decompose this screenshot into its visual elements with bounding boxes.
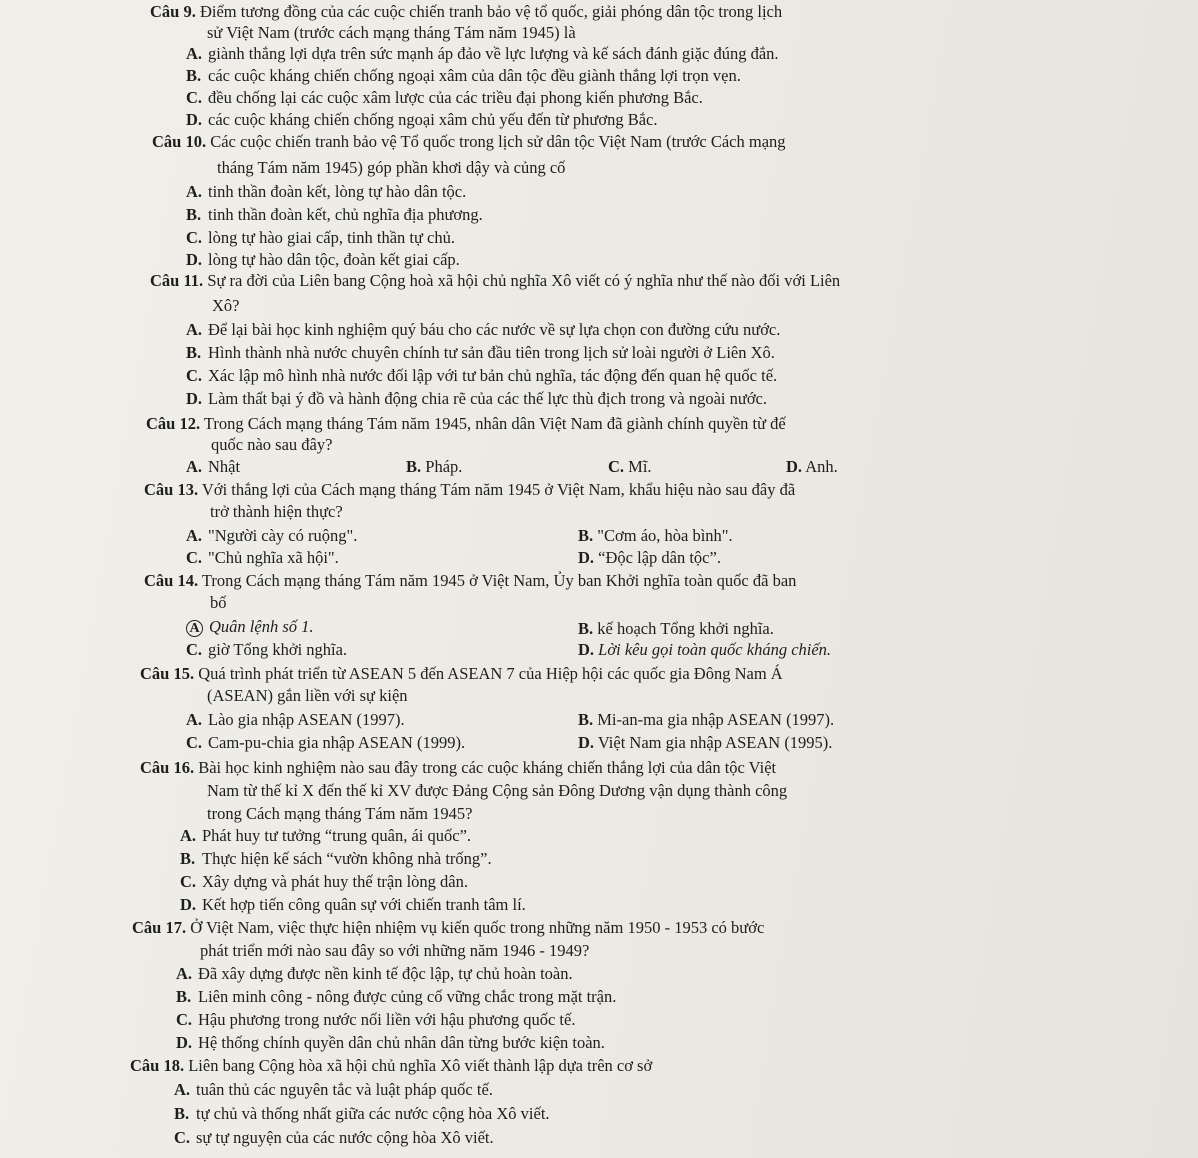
question-text-cont: trở thành hiện thực? bbox=[210, 502, 343, 521]
question-10: Câu 10. Các cuộc chiến tranh bảo vệ Tổ quốc trong lịch sử dân tộc Việt Nam (trước Cách mạng bbox=[152, 132, 786, 151]
option-b: B. tự chủ và thống nhất giữa các nước cộng hòa Xô viết. bbox=[174, 1104, 550, 1123]
option-a: A. giành thắng lợi dựa trên sức mạnh áp đảo về lực lượng và kế sách đánh giặc đúng đắn. bbox=[186, 44, 779, 63]
option-c: C. Cam-pu-chia gia nhập ASEAN (1999). bbox=[186, 733, 466, 752]
option-b: B. các cuộc kháng chiến chống ngoại xâm của dân tộc đều giành thắng lợi trọn vẹn. bbox=[186, 66, 741, 85]
question-text-cont: bố bbox=[210, 593, 227, 612]
option-d: D. Kết hợp tiến công quân sự với chiến tranh tâm lí. bbox=[180, 895, 526, 914]
question-number: Câu 9. bbox=[150, 2, 196, 21]
option-c: C. lòng tự hào giai cấp, tinh thần tự chủ. bbox=[186, 228, 456, 247]
option-a: A. tinh thần đoàn kết, lòng tự hào dân tộc. bbox=[186, 182, 467, 201]
answer-circle: A bbox=[186, 620, 203, 637]
question-text-cont: trong Cách mạng tháng Tám năm 1945? bbox=[207, 804, 473, 823]
question-text-cont: phát triển mới nào sau đây so với những năm 1946 - 1949? bbox=[200, 941, 590, 960]
option-b: B. tinh thần đoàn kết, chủ nghĩa địa phương. bbox=[186, 205, 483, 224]
option-c: C. Xây dựng và phát huy thế trận lòng dân. bbox=[180, 872, 469, 891]
question-text-cont: Nam từ thế kỉ X đến thế kỉ XV được Đảng Cộng sản Đông Dương vận dụng thành công bbox=[207, 781, 788, 800]
option-b: B. Liên minh công - nông được củng cố vững chắc trong mặt trận. bbox=[176, 987, 617, 1006]
option-a: A. Để lại bài học kinh nghiệm quý báu cho các nước về sự lựa chọn con đường cứu nước. bbox=[186, 320, 781, 339]
option-c: C. Xác lập mô hình nhà nước đối lập với tư bản chủ nghĩa, tác động đến quan hệ quốc tế. bbox=[186, 366, 778, 385]
question-9 bbox=[150, 2, 782, 22]
question-text-cont: tháng Tám năm 1945) góp phần khơi dậy và củng cố bbox=[217, 158, 566, 177]
question-11: Câu 11. Sự ra đời của Liên bang Cộng hoà xã hội chủ nghĩa Xô viết có ý nghĩa như thế nào đối với Liên bbox=[150, 271, 841, 290]
option-c: C. sự tự nguyện của các nước cộng hòa Xô viết. bbox=[174, 1128, 494, 1147]
option-a: A. Lào gia nhập ASEAN (1997). bbox=[186, 710, 405, 729]
question-14: Câu 14. Trong Cách mạng tháng Tám năm 1945 ở Việt Nam, Ủy ban Khởi nghĩa toàn quốc đã ban bbox=[144, 571, 797, 590]
question-12: Câu 12. Trong Cách mạng tháng Tám năm 1945, nhân dân Việt Nam đã giành chính quyền từ đế bbox=[146, 414, 786, 433]
option-a: A. Nhật bbox=[186, 457, 241, 476]
option-d: D. Lời kêu gọi toàn quốc kháng chiến. bbox=[578, 640, 832, 659]
question-18: Câu 18. Liên bang Cộng hòa xã hội chủ nghĩa Xô viết thành lập dựa trên cơ sở bbox=[130, 1056, 653, 1075]
option-a: A. "Người cày có ruộng". bbox=[186, 526, 358, 545]
option-b: B. Hình thành nhà nước chuyên chính tư sản đầu tiên trong lịch sử loài người ở Liên Xô. bbox=[186, 343, 775, 362]
option-d: D. “Độc lập dân tộc”. bbox=[578, 548, 721, 567]
option-d: D. lòng tự hào dân tộc, đoàn kết giai cấp. bbox=[186, 250, 460, 269]
option-b: B. Pháp. bbox=[406, 457, 463, 476]
option-d: D. Hệ thống chính quyền dân chủ nhân dân từng bước kiện toàn. bbox=[176, 1033, 605, 1052]
option-d: D. Anh. bbox=[786, 457, 838, 476]
option-a: A. Phát huy tư tưởng “trung quân, ái quốc”. bbox=[180, 826, 472, 845]
option-b: B. "Cơm áo, hòa bình". bbox=[578, 526, 733, 545]
option-c: C. "Chủ nghĩa xã hội". bbox=[186, 548, 339, 567]
question-text-cont: sử Việt Nam (trước cách mạng tháng Tám năm 1945) là bbox=[207, 23, 576, 42]
question-text: Điểm tương đồng của các cuộc chiến tranh bảo vệ tổ quốc, giải phóng dân tộc trong lịch bbox=[199, 2, 783, 21]
option-b: B. Mi-an-ma gia nhập ASEAN (1997). bbox=[578, 710, 835, 729]
option-d: D. Việt Nam gia nhập ASEAN (1995). bbox=[578, 733, 833, 752]
option-c: C. Hậu phương trong nước nối liền với hậu phương quốc tế. bbox=[176, 1010, 576, 1029]
question-15: Câu 15. Quá trình phát triển từ ASEAN 5 đến ASEAN 7 của Hiệp hội các quốc gia Đông Nam Á bbox=[140, 664, 783, 683]
question-13: Câu 13. Với thắng lợi của Cách mạng tháng Tám năm 1945 ở Việt Nam, khẩu hiệu nào sau đây đã bbox=[144, 480, 796, 499]
option-c: C. giờ Tổng khởi nghĩa. bbox=[186, 640, 348, 659]
option-a: A. Đã xây dựng được nền kinh tế độc lập, tự chủ hoàn toàn. bbox=[176, 964, 573, 983]
question-text-cont: Xô? bbox=[212, 296, 240, 315]
option-d: D. các cuộc kháng chiến chống ngoại xâm chủ yếu đến từ phương Bắc. bbox=[186, 110, 658, 129]
option-c: C. đều chống lại các cuộc xâm lược của các triều đại phong kiến phương Bắc. bbox=[186, 88, 703, 107]
option-b: B. Thực hiện kế sách “vườn không nhà trống”. bbox=[180, 849, 492, 868]
question-16: Câu 16. Bài học kinh nghiệm nào sau đây trong các cuộc kháng chiến thắng lợi của dân tộc Việt bbox=[140, 758, 777, 777]
option-a-circled: A Quân lệnh số 1. bbox=[186, 617, 314, 637]
question-17: Câu 17. Ở Việt Nam, việc thực hiện nhiệm vụ kiến quốc trong những năm 1950 - 1953 có bước bbox=[132, 918, 765, 937]
option-a: A. tuân thủ các nguyên tắc và luật pháp quốc tế. bbox=[174, 1080, 493, 1099]
question-text-cont: quốc nào sau đây? bbox=[211, 435, 333, 454]
question-text-cont: (ASEAN) gắn liền với sự kiện bbox=[207, 686, 408, 705]
option-c: C. Mĩ. bbox=[608, 457, 652, 476]
option-d: D. Làm thất bại ý đồ và hành động chia rẽ của các thế lực thù địch trong và ngoài nước. bbox=[186, 389, 768, 408]
option-b: B. kế hoạch Tổng khởi nghĩa. bbox=[578, 619, 774, 638]
